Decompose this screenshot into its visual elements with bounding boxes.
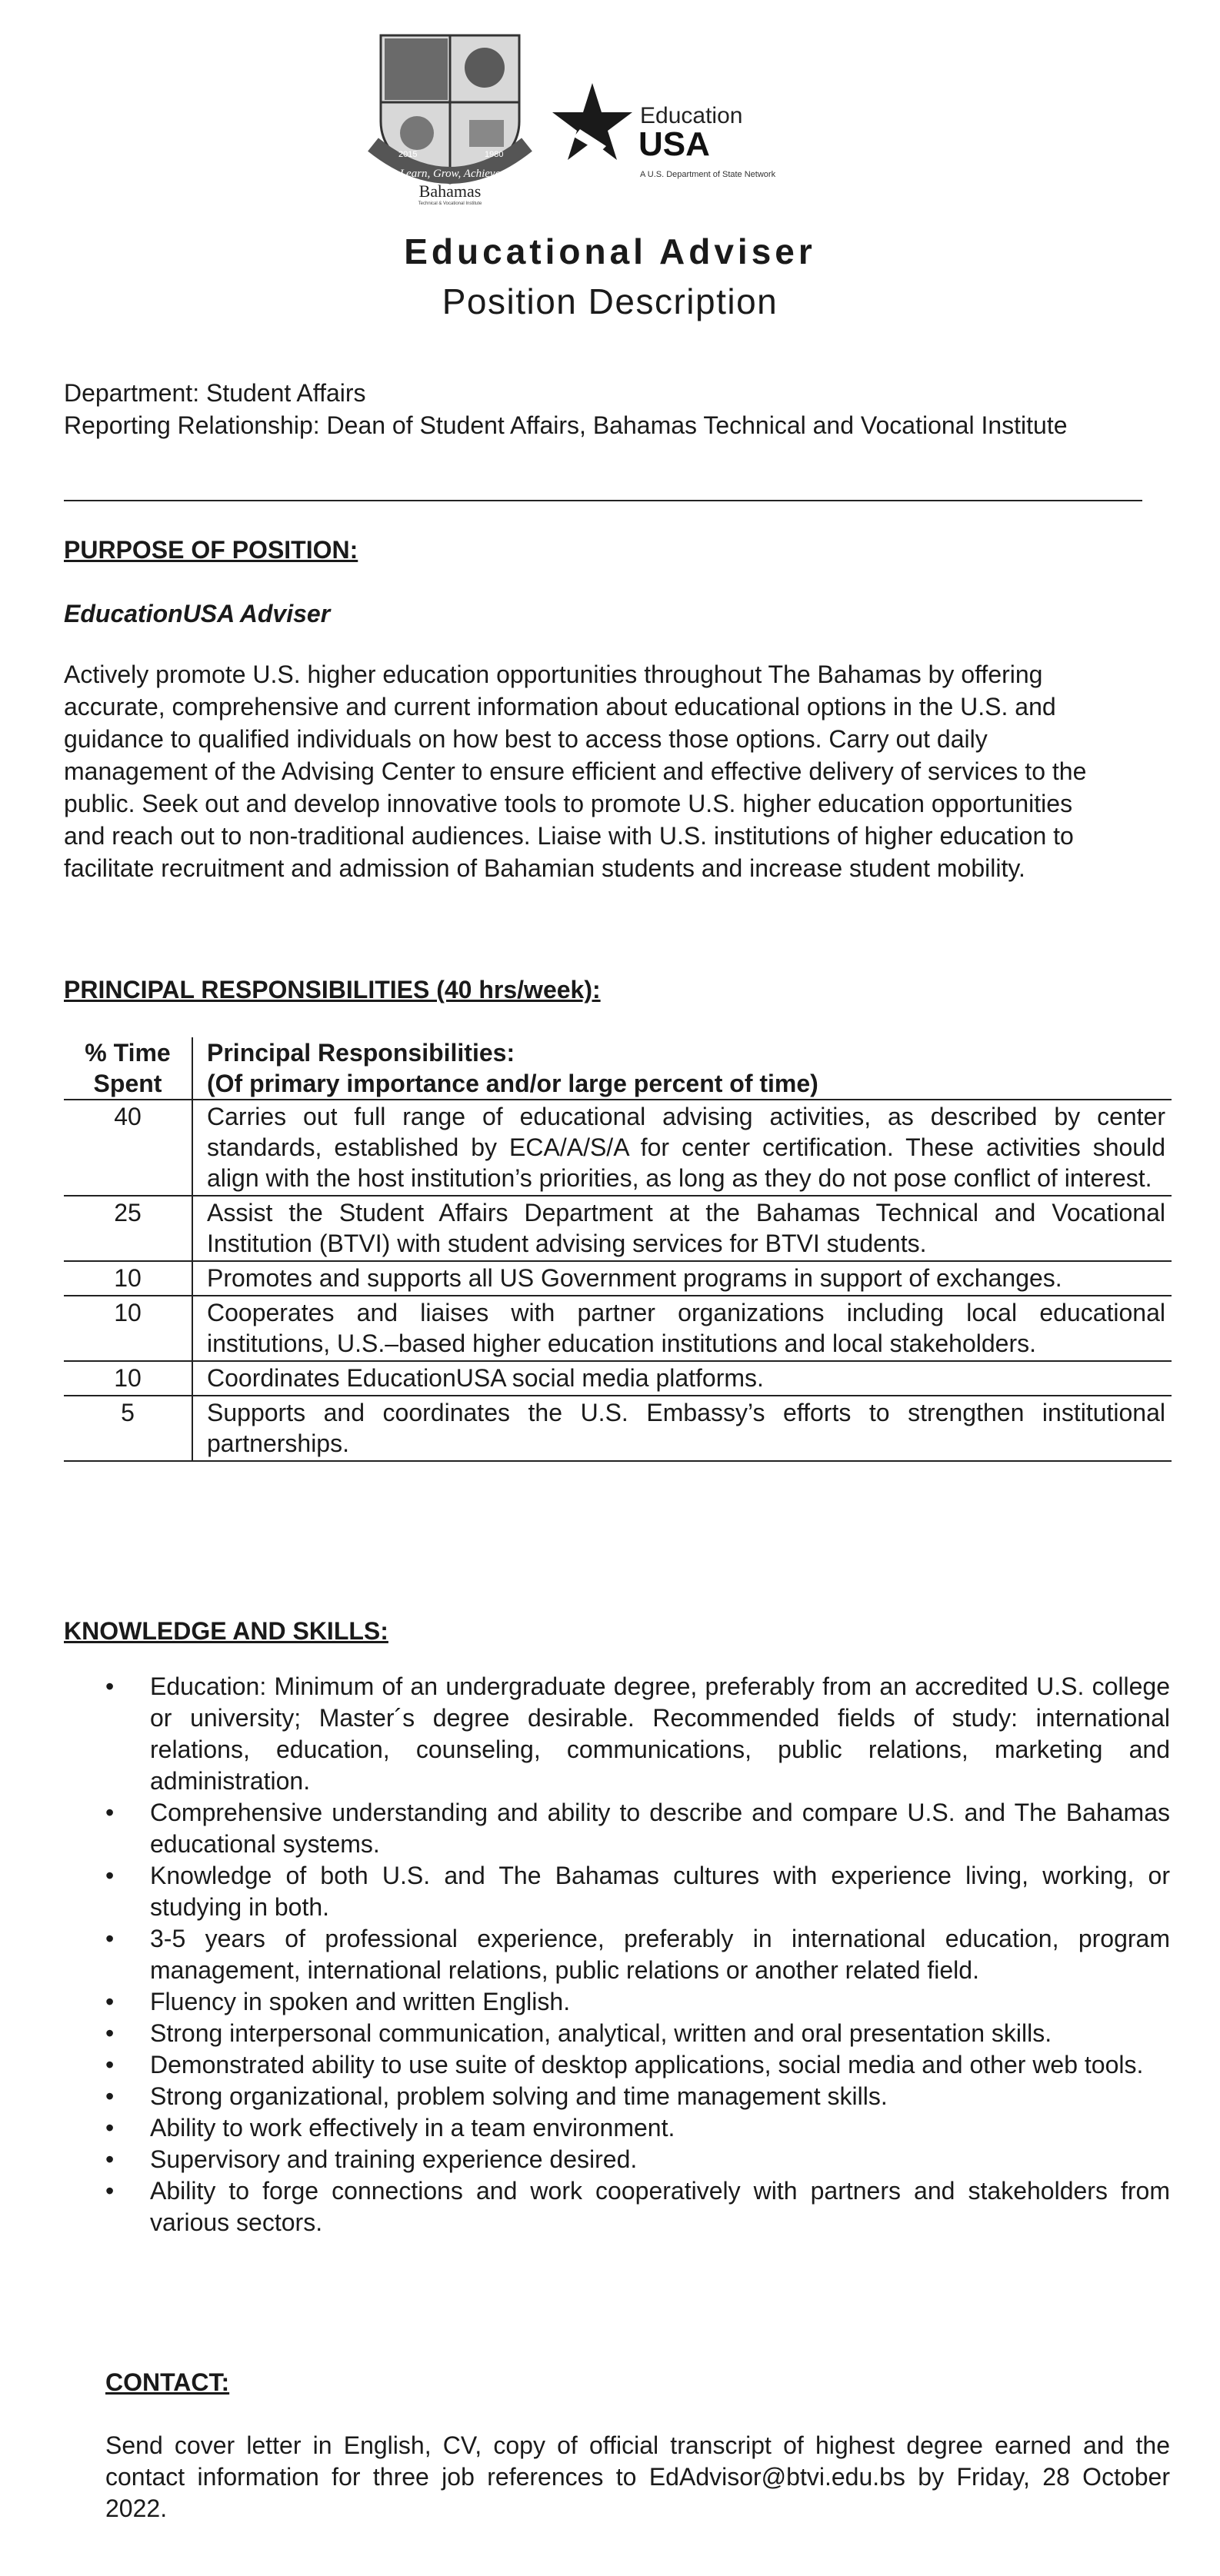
reporting-line: Reporting Relationship: Dean of Student Affairs, Bahamas Technical and Vocational Institute <box>64 411 1068 439</box>
responsibilities-table <box>64 1037 1172 1462</box>
contact-heading: CONTACT: <box>105 2368 230 2396</box>
bullet-icon: • <box>105 2177 115 2205</box>
btvi-crest-logo <box>362 29 538 206</box>
list-item: • Strong organizational, problem solving and time management skills. <box>105 2081 1170 2112</box>
list-item: • Fluency in spoken and written English. <box>105 1986 1170 2018</box>
document-subtitle: Position Description <box>442 281 778 321</box>
time-cell: 25 <box>64 1196 192 1261</box>
list-item: • Supervisory and training experience desired. <box>105 2144 1170 2175</box>
table-row <box>64 1100 1172 1196</box>
role-title: EducationUSA Adviser <box>64 600 331 627</box>
time-cell: 5 <box>64 1396 192 1461</box>
skills-heading: KNOWLEDGE AND SKILLS: <box>64 1617 388 1645</box>
responsibility-cell: Carries out full range of educational advising activities, as described by center standards, established by ECA/A/S/A for center certification. These activities should align with the host institution’s priorities, as long as they do not pose conflict of interest. <box>192 1100 1172 1196</box>
svg-text:Learn, Grow, Achieve: Learn, Grow, Achieve <box>399 168 501 180</box>
bullet-icon: • <box>105 1988 115 2015</box>
bullet-icon: • <box>105 2145 115 2173</box>
responsibility-cell: Assist the Student Affairs Department at the Bahamas Technical and Vocational Institution (BTVI) with student advising services for BTVI students. <box>192 1196 1172 1261</box>
bullet-icon: • <box>105 2082 115 2110</box>
responsibility-cell: Promotes and supports all US Government programs in support of exchanges. <box>192 1261 1172 1296</box>
responsibilities-heading: PRINCIPAL RESPONSIBILITIES (40 hrs/week): <box>64 976 601 1003</box>
purpose-paragraph: Actively promote U.S. higher education opportunities throughout The Bahamas by offering accurate, comprehensive and current information about educational options in the U.S. and guidance to qualified individuals on how best to access those options. Carry out daily management of the Advising Center to ensure efficient and effective delivery of services to the public. Seek out and develop innovative tools to promote U.S. higher education opportunities and reach out to non-traditional audiences. Liaise with U.S. institutions of higher education to facilitate recruitment and admission of Bahamian students and increase student mobility. <box>64 661 1087 882</box>
table-header-row <box>64 1037 1172 1100</box>
responsibility-cell: Cooperates and liaises with partner organizations including local educational institutions, U.S.–based higher education institutions and local stakeholders. <box>192 1296 1172 1361</box>
time-column-header: % Time Spent <box>64 1037 192 1100</box>
section-divider <box>64 500 1142 501</box>
education-usa-logo <box>546 75 854 198</box>
list-item: • Knowledge of both U.S. and The Bahamas cultures with experience living, working, or studying in both. <box>105 1862 1170 1921</box>
list-item: • Comprehensive understanding and ability to describe and compare U.S. and The Bahamas educational systems. <box>105 1799 1170 1858</box>
list-item: • Ability to work effectively in a team environment. <box>105 2112 1170 2144</box>
svg-text:Education: Education <box>640 103 743 128</box>
purpose-heading: PURPOSE OF POSITION: <box>64 536 358 564</box>
department-line: Department: Student Affairs <box>64 379 366 407</box>
svg-text:A U.S. Department of State Net: A U.S. Department of State Network <box>640 170 776 179</box>
bullet-icon: • <box>105 1925 115 1952</box>
svg-text:Technical & Vocational Institu: Technical & Vocational Institute <box>418 201 482 206</box>
responsibility-column-header: Principal Responsibilities: (Of primary importance and/or large percent of time) <box>207 1039 818 1097</box>
list-item: • Demonstrated ability to use suite of desktop applications, social media and other web tools. <box>105 2049 1170 2081</box>
department-info <box>64 377 1125 441</box>
bullet-icon: • <box>105 1862 115 1889</box>
time-cell: 40 <box>64 1100 192 1196</box>
table-row <box>64 1396 1172 1461</box>
svg-text:2015: 2015 <box>398 150 418 159</box>
table-row <box>64 1196 1172 1261</box>
list-item: • Strong interpersonal communication, analytical, written and oral presentation skills. <box>105 2018 1170 2049</box>
table-row <box>64 1296 1172 1361</box>
bullet-icon: • <box>105 1672 115 1700</box>
time-cell: 10 <box>64 1261 192 1296</box>
bullet-icon: • <box>105 2114 115 2142</box>
header-logos <box>362 29 854 206</box>
list-item: • Ability to forge connections and work cooperatively with partners and stakeholders from various sectors. <box>105 2177 1170 2236</box>
list-item: • 3-5 years of professional experience, preferably in international education, program management, international relations, public relations or another related field. <box>105 1925 1170 1984</box>
skills-list <box>105 1671 1170 2238</box>
bullet-icon: • <box>105 1799 115 1826</box>
list-item: • Education: Minimum of an undergraduate degree, preferably from an accredited U.S. college or university; Master´s degree desirable. Recommended fields of study: international relations, education, counseling, communications, public relations, marketing and administration. <box>105 1672 1170 1795</box>
time-cell: 10 <box>64 1296 192 1361</box>
svg-text:USA: USA <box>638 125 710 163</box>
document-title: Educational Adviser <box>404 231 816 271</box>
time-cell: 10 <box>64 1361 192 1396</box>
table-row <box>64 1361 1172 1396</box>
responsibility-cell: Coordinates EducationUSA social media platforms. <box>192 1361 1172 1396</box>
bullet-icon: • <box>105 2051 115 2078</box>
svg-text:Bahamas: Bahamas <box>418 181 482 201</box>
contact-paragraph: Send cover letter in English, CV, copy of official transcript of highest degree earned and the contact information for three job references to EdAdvisor@btvi.edu.bs by Friday, 28 October 2022. <box>105 2431 1170 2522</box>
bullet-icon: • <box>105 2019 115 2047</box>
responsibility-cell: Supports and coordinates the U.S. Embassy’s efforts to strengthen institutional partnerships. <box>192 1396 1172 1461</box>
table-row <box>64 1261 1172 1296</box>
svg-text:1980: 1980 <box>485 150 504 159</box>
